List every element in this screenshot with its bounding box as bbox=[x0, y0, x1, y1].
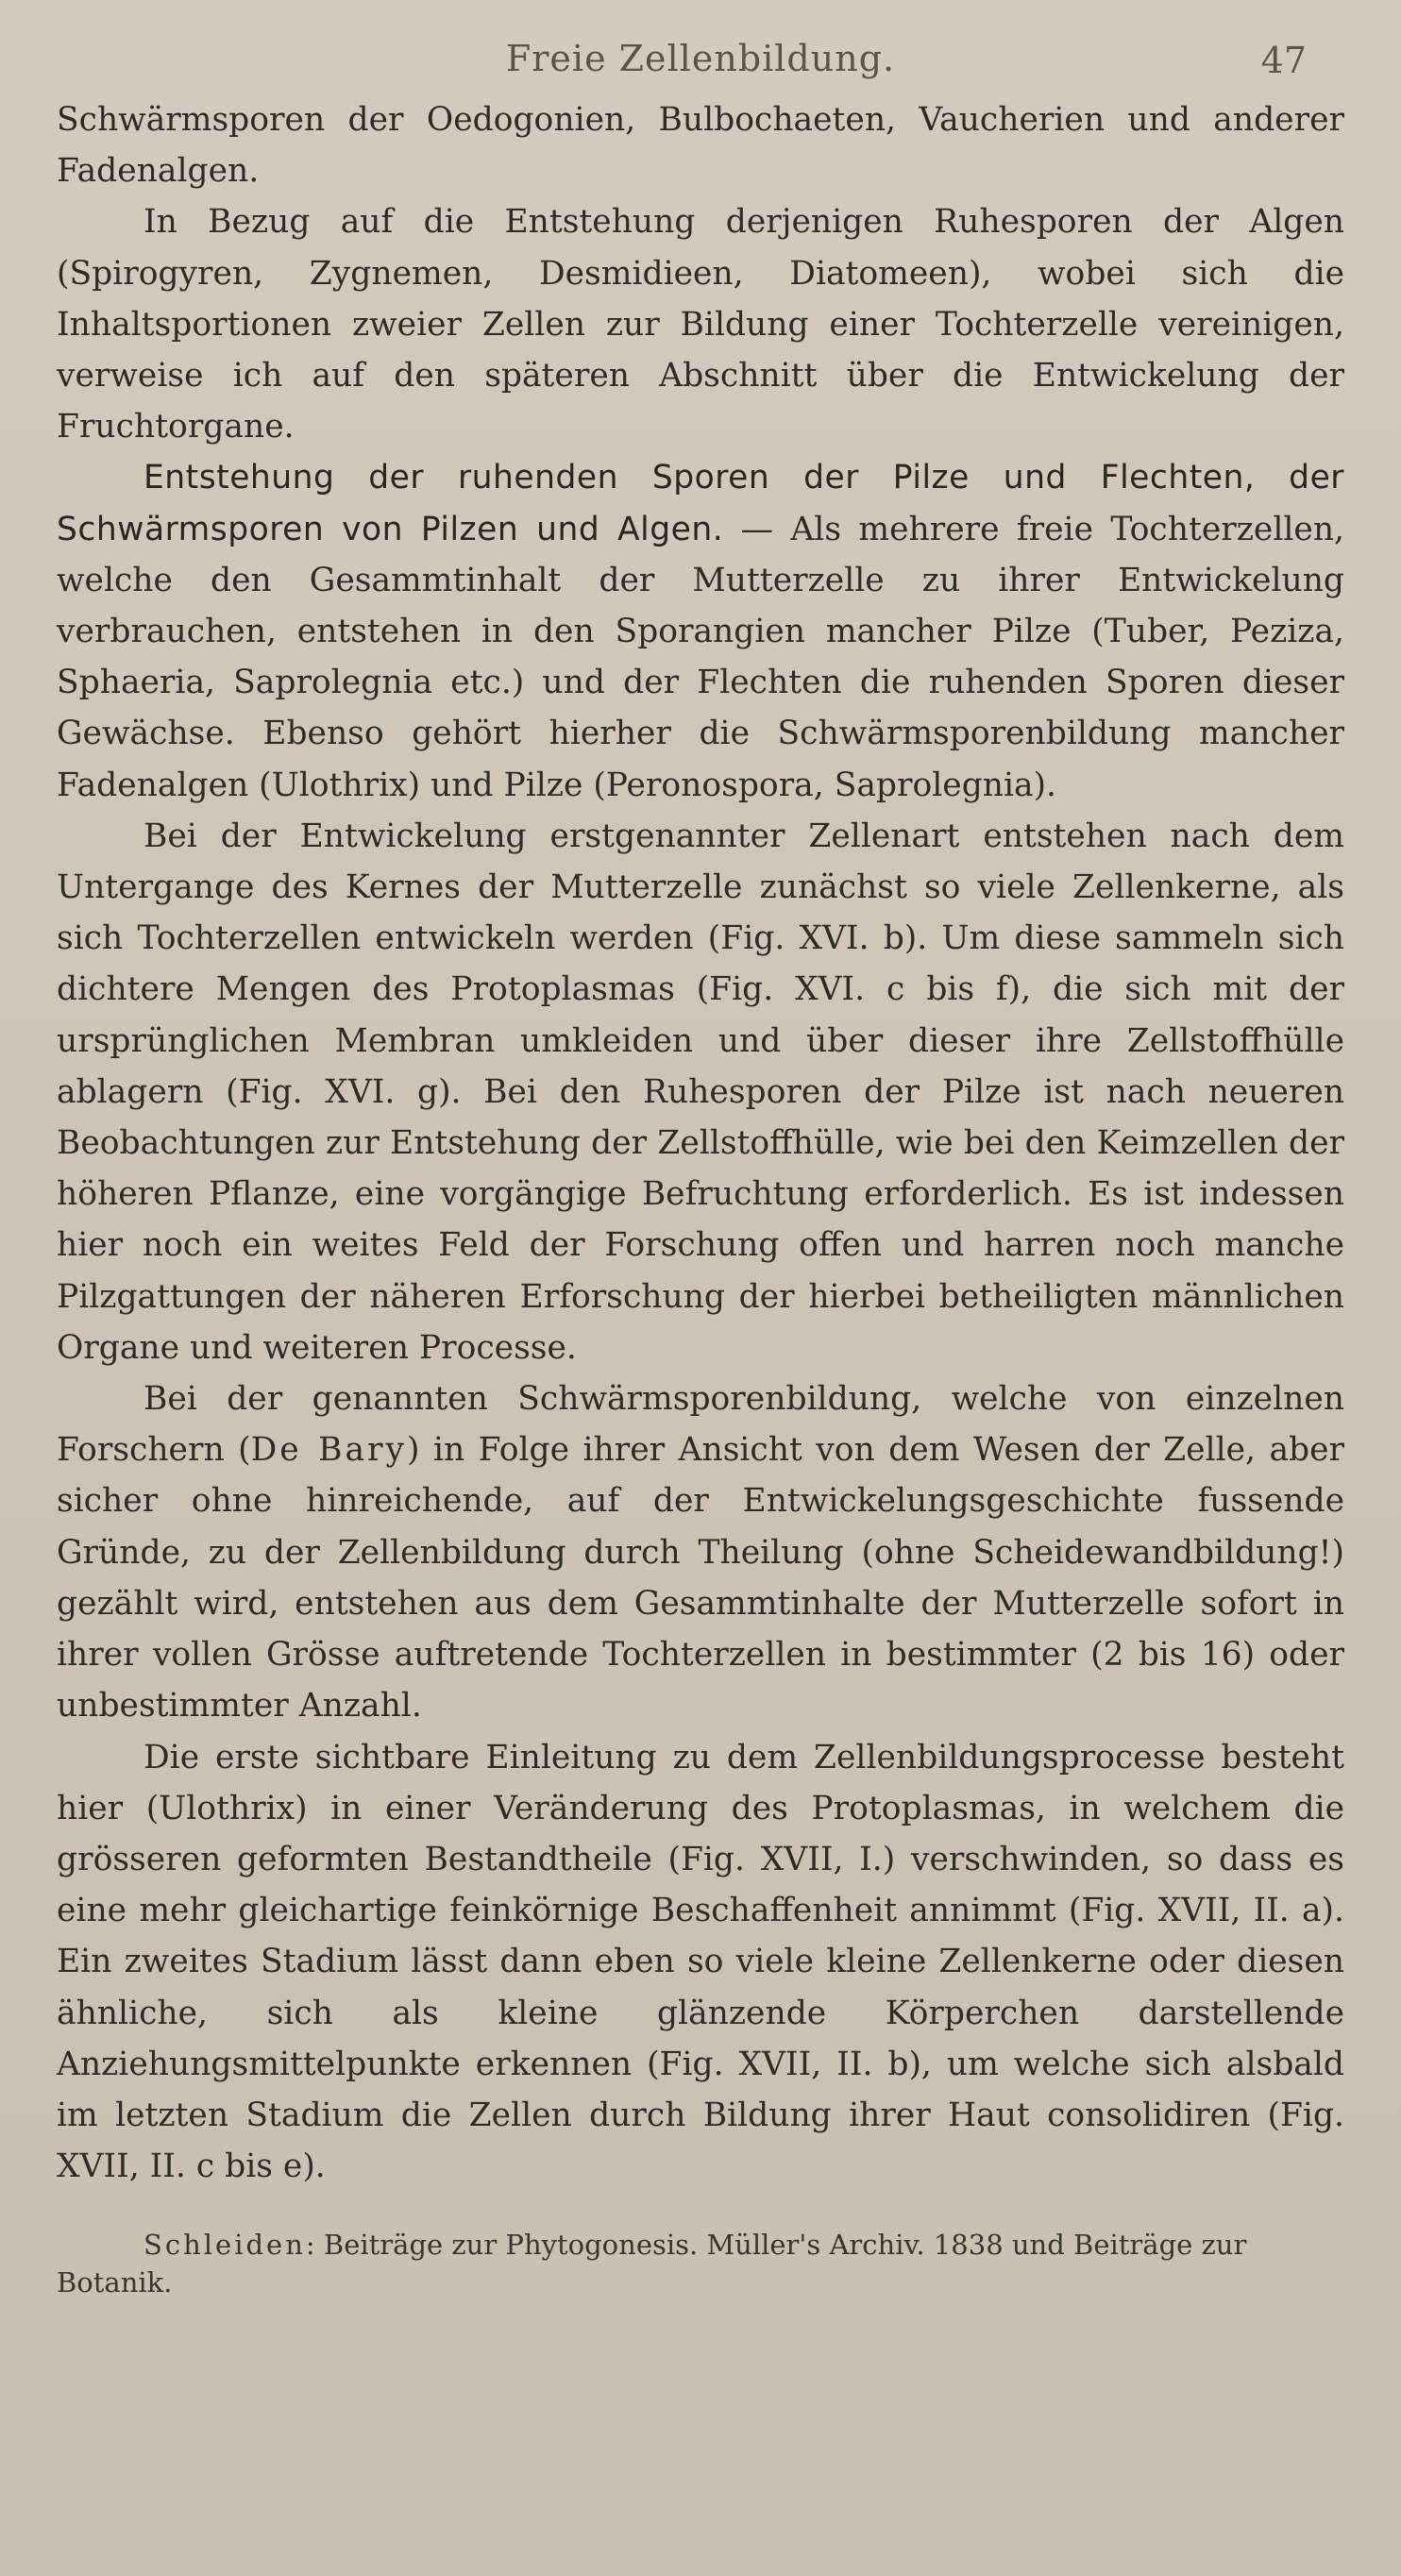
running-header bbox=[57, 38, 1344, 94]
author-name: De Bary bbox=[250, 1431, 408, 1470]
paragraph: Schwärmsporen der Oedogonien, Bulbochaeten, Vaucherien und anderer Fadenalgen. bbox=[57, 101, 1344, 191]
paragraph: Bei der Entwickelung erstgenannter Zellenart entstehen nach dem Untergange des Kernes der Mutterzelle zunächst so viele Zellenkerne, als sich Tochterzellen entwickeln werden (Fig. XVI. b). Um diese sammeln sich dichtere Mengen des Protoplasmas (Fig. XVI. c bis f), die sich mit der ursprünglichen Membran umkleiden und über dieser ihre Zellstoffhülle ablagern (Fig. XVI. g). Bei den Ruhesporen der Pilze ist nach neueren Beobachtungen zur Entstehung der Zellstoffhülle, wie bei den Keimzellen der höheren Pflanze, eine vorgängige Befruchtung erforderlich. Es ist indessen hier noch ein weites Feld der Forschung offen und harren noch manche Pilzgattungen der näheren Erforschung der hierbei betheiligten männlichen Organe und weiteren Processe. bbox=[57, 817, 1344, 1367]
section-heading: Entstehung der ruhenden Sporen der Pilze und Flechten, der Schwärmsporen von Pilzen und Algen. bbox=[57, 459, 1344, 548]
section-paragraph bbox=[57, 452, 1344, 810]
paragraph bbox=[57, 1373, 1344, 1731]
main-text bbox=[57, 94, 1344, 2192]
section-text: — Als mehrere freie Tochterzellen, welche den Gesammtinhalt der Mutterzelle zu ihrer Entwickelung verbrauchen, entstehen in den Sporangien mancher Pilze (Tuber, Peziza, Sphaeria, Saprolegnia etc.) und der Flechten die ruhenden Sporen dieser Gewächse. Ebenso gehört hierher die Schwärmsporenbildung mancher Fadenalgen (Ulothrix) und Pilze (Peronospora, Saprolegnia). bbox=[57, 510, 1345, 804]
footnote bbox=[57, 2226, 1344, 2301]
footnote-author: Schleiden bbox=[143, 2229, 306, 2262]
footnote-text: : Beiträge zur Phytogonesis. Müller's Archiv. 1838 und Beiträge zur Botanik. bbox=[57, 2229, 1247, 2299]
paragraph: Die erste sichtbare Einleitung zu dem Zellenbildungsprocesse besteht hier (Ulothrix) in einer Veränderung des Protoplasmas, in welchem die grösseren geformten Bestandtheile (Fig. XVII, I.) verschwinden, so dass es eine mehr gleichartige feinkörnige Beschaffenheit annimmt (Fig. XVII, II. a). Ein zweites Stadium lässt dann eben so viele kleine Zellenkerne oder diesen ähnliche, sich als kleine glänzende Körperchen darstellende Anziehungsmittelpunkte erkennen (Fig. XVII, II. b), um welche sich alsbald im letzten Stadium die Zellen durch Bildung ihrer Haut consolidiren (Fig. XVII, II. c bis e). bbox=[57, 1738, 1344, 2186]
page-number: 47 bbox=[1260, 40, 1307, 81]
paragraph-text: ) in Folge ihrer Ansicht von dem Wesen der Zelle, aber sicher ohne hinreichende, auf der Entwickelungsgeschichte fussende Gründe, zu der Zellenbildung durch Theilung (ohne Scheidewandbildung!) gezählt wird, entstehen aus dem Gesammtinhalte der Mutterzelle sofort in ihrer vollen Grösse auftretende Tochterzellen in bestimmter (2 bis 16) oder unbestimmter Anzahl. bbox=[57, 1431, 1345, 1726]
paragraph-text: Bei der genannten Schwärmsporenbildung, welche von einzelnen Forschern ( bbox=[57, 1380, 1344, 1470]
running-title: Freie Zellenbildung. bbox=[505, 38, 896, 79]
paragraph: In Bezug auf die Entstehung derjenigen Ruhesporen der Algen (Spirogyren, Zygnemen, Desmidieen, Diatomeen), wobei sich die Inhaltsportionen zweier Zellen zur Bildung einer Tochterzelle vereinigen, verweise ich auf den späteren Abschnitt über die Entwickelung der Fruchtorgane. bbox=[57, 203, 1344, 446]
